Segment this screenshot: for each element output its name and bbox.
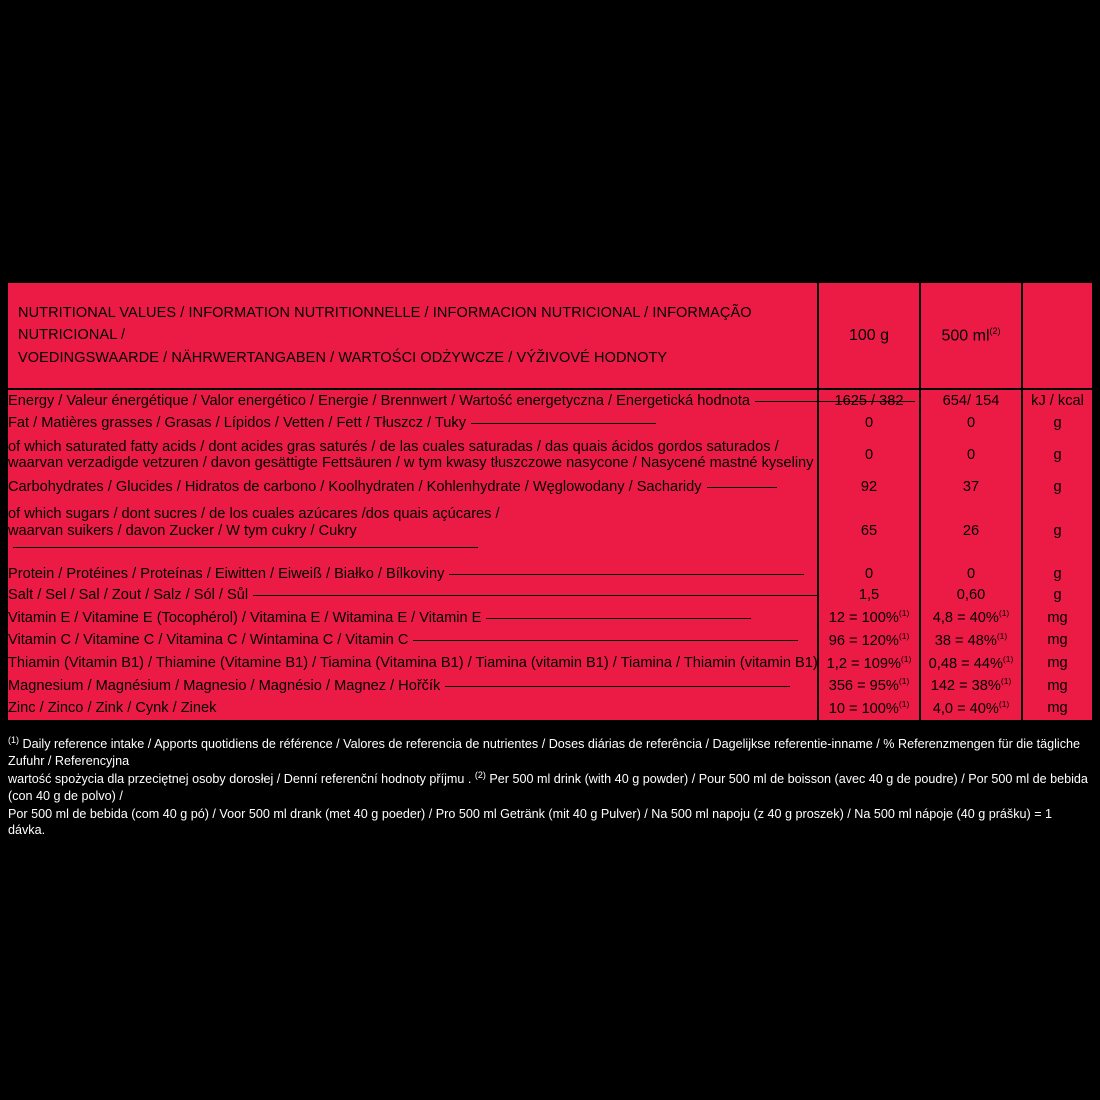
table-row [8,629,1092,652]
leader-line [445,686,790,687]
row-label-text: Salt / Sel / Sal / Zout / Salz / Sól / Sůl [8,587,249,604]
header-col-500ml [920,283,1022,389]
row-value-100g [818,697,920,720]
row-label-carbohydrates [8,477,818,499]
row-label-text-line1: of which saturated fatty acids / dont acides gras saturés / de las cuales saturadas / das quais ácidos gordos saturados / [8,438,779,455]
leader-line [755,401,915,402]
row-label-text: Energy / Valeur énergétique / Valor energético / Energie / Brennwert / Wartość energetyczna / Energetická hodnota [8,392,750,409]
header-title-cell [8,283,818,389]
table-row [8,563,1092,585]
footnote-line-2 [8,770,1088,804]
table-row [8,498,1092,563]
leader-line [486,618,751,619]
row-unit: mg [1022,697,1092,720]
header-title-line2: VOEDINGSWAARDE / NÄHRWERTANGABEN / WARTOŚCI ODŻYWCZE / VÝŽIVOVÉ HODNOTY [18,349,668,366]
row-value-100g: 1,5 [818,585,920,607]
row-label-text-line2: waarvan verzadigde vetzuren / davon gesättigte Fettsäuren / w tym kwasy tłuszczowe nasycone / Nasycené mastné kyseliny [8,455,814,472]
row-label-text: Thiamin (Vitamin B1) / Thiamine (Vitamine B1) / Tiamina (Vitamina B1) / Tiamina (vitamin B1) / Tiamina / Thiamin (vitamin B1) [8,654,818,671]
table-row [8,389,1092,412]
footnote-marker: (1) [898,676,910,687]
row-unit: g [1022,498,1092,563]
row-value-500ml-text: 38 = 48% [934,632,997,649]
table-row [8,652,1092,675]
row-unit: g [1022,477,1092,499]
row-value-500ml [920,606,1022,629]
row-value-500ml-text: 142 = 38% [930,678,1001,695]
row-label-text: Carbohydrates / Glucides / Hidratos de carbono / Koolhydraten / Kohlenhydrate / Węglowodany / Sacharidy [8,479,702,496]
footnote-text-1: Daily reference intake / Apports quotidiens de référence / Valores de referencia de nutrientes / Doses diárias de referência / Dagelijkse referentie-inname / % Referenzmengen für die tägliche Zufuhr / Referencyjna [8,737,1081,768]
footnote-text-4: Por 500 ml de bebida (com 40 g pó) / Voor 500 ml drank (met 40 g poeder) / Pro 500 ml Getränk (mit 40 g Pulver) / Na 500 ml napoju (z 40 g proszek) / Na 500 ml nápoje (40 g prášku) = 1 dávka. [8,806,1053,838]
nutrition-table-panel [8,283,1092,720]
row-value-500ml [920,652,1022,675]
nutrition-table [8,283,1092,720]
leader-line [13,547,478,548]
footnote-marker: (1) [996,630,1008,641]
header-title-line1: NUTRITIONAL VALUES / INFORMATION NUTRITIONNELLE / INFORMACION NUTRICIONAL / INFORMAÇÃO NUTRICIONAL / [18,304,752,344]
row-label-text-line2 [8,523,817,556]
row-unit: mg [1022,674,1092,697]
row-value-500ml: 654/ 154 [920,389,1022,412]
table-row [8,697,1092,720]
leader-line [471,423,656,424]
header-col-500ml-footnote-marker: (2) [989,325,1001,336]
row-value-500ml: 26 [920,498,1022,563]
row-value-100g [818,674,920,697]
row-unit: g [1022,412,1092,434]
row-label-text: Magnesium / Magnésium / Magnesio / Magnésio / Magnez / Hořčík [8,677,441,694]
row-label-fat [8,412,818,434]
leader-line [707,487,777,488]
row-value-500ml-text: 4,0 = 40% [932,700,999,717]
row-label-salt [8,585,818,607]
footnote-marker-2: (2) [474,770,486,781]
header-col-unit [1022,283,1092,389]
row-unit: g [1022,585,1092,607]
footnote-marker: (1) [898,630,910,641]
row-label-text: Fat / Matières grasses / Grasas / Lípidos / Vetten / Fett / Tłuszcz / Tuky [8,414,466,431]
row-unit: g [1022,563,1092,585]
row-unit: kJ / kcal [1022,389,1092,412]
row-value-500ml [920,629,1022,652]
row-value-100g: 0 [818,412,920,434]
row-value-500ml-text: 0,48 = 44% [928,655,1003,672]
footnote-marker: (1) [998,699,1010,709]
row-value-100g-text: 10 = 100% [828,700,899,717]
row-value-500ml [920,697,1022,720]
footnote-marker: (1) [1002,653,1014,664]
table-row [8,477,1092,499]
header-col-100g [818,283,920,389]
table-row [8,606,1092,629]
row-unit: mg [1022,629,1092,652]
row-value-100g [818,629,920,652]
table-row [8,585,1092,607]
row-value-100g-text: 96 = 120% [828,632,899,649]
row-value-500ml: 0 [920,563,1022,585]
footnote-marker: (1) [1000,676,1012,687]
leader-line [449,574,804,575]
footnote-marker: (1) [900,653,912,664]
row-value-100g-text: 1,2 = 109% [826,655,901,672]
row-label-vitamin-c [8,629,818,652]
footnote-block [8,735,1088,840]
row-value-500ml: 0 [920,434,1022,477]
row-label-text: Vitamin E / Vitamine E (Tocophérol) / Vitamina E / Witamina E / Vitamin E [8,609,482,626]
row-value-100g: 65 [818,498,920,563]
row-unit: mg [1022,652,1092,675]
row-label-text-line1: of which sugars / dont sucres / de los cuales azúcares /dos quais açúcares / [8,506,500,523]
footnote-marker: (1) [998,608,1010,619]
row-label-vitamin-e [8,606,818,629]
row-label-text: Vitamin C / Vitamine C / Vitamina C / Wintamina C / Vitamin C [8,632,409,649]
table-row [8,434,1092,477]
table-row [8,674,1092,697]
row-label-text: waarvan suikers / davon Zucker / W tym cukry / Cukry [8,522,357,539]
footnote-text-2: wartość spożycia dla przeciętnej osoby dorosłej / Denní referenční hodnoty příjmu . [8,772,475,787]
row-value-100g-text: 356 = 95% [828,678,899,695]
row-value-100g: 0 [818,434,920,477]
row-label-protein [8,563,818,585]
row-value-500ml-text: 4,8 = 40% [932,609,999,626]
row-value-500ml: 0,60 [920,585,1022,607]
row-value-100g: 1625 / 382 [818,389,920,412]
row-label-thiamin [8,652,818,675]
row-label-magnesium [8,674,818,697]
footnote-line-1 [8,735,1088,769]
row-value-100g: 0 [818,563,920,585]
leader-line [413,640,798,641]
row-unit: mg [1022,606,1092,629]
row-unit: g [1022,434,1092,477]
table-header-row [8,283,1092,389]
leader-line [253,595,818,596]
row-value-100g: 92 [818,477,920,499]
row-value-500ml: 0 [920,412,1022,434]
header-col-500ml-label: 500 ml [941,327,990,345]
row-value-100g-text: 12 = 100% [828,609,899,626]
row-label-text: Zinc / Zinco / Zink / Cynk / Zinek [8,700,217,717]
row-label-saturated-fat [8,434,818,477]
footnote-marker: (1) [898,699,910,709]
footnote-marker-1: (1) [8,735,19,745]
row-label-energy [8,389,818,412]
footnote-line-3 [8,806,1088,839]
header-col-100g-label: 100 g [848,326,890,344]
row-label-sugars [8,498,818,563]
row-value-500ml: 37 [920,477,1022,499]
footnote-text-3: Per 500 ml drink (with 40 g powder) / Pour 500 ml de boisson (avec 40 g de poudre) / Por 500 ml de bebida (con 40 g de polvo) / [8,772,1088,804]
row-label-zinc [8,697,818,720]
footnote-marker: (1) [898,608,910,619]
table-row [8,412,1092,434]
row-value-100g [818,652,920,675]
row-label-text: Protein / Protéines / Proteínas / Eiwitten / Eiweiß / Białko / Bílkoviny [8,565,445,582]
row-value-500ml [920,674,1022,697]
row-value-100g [818,606,920,629]
